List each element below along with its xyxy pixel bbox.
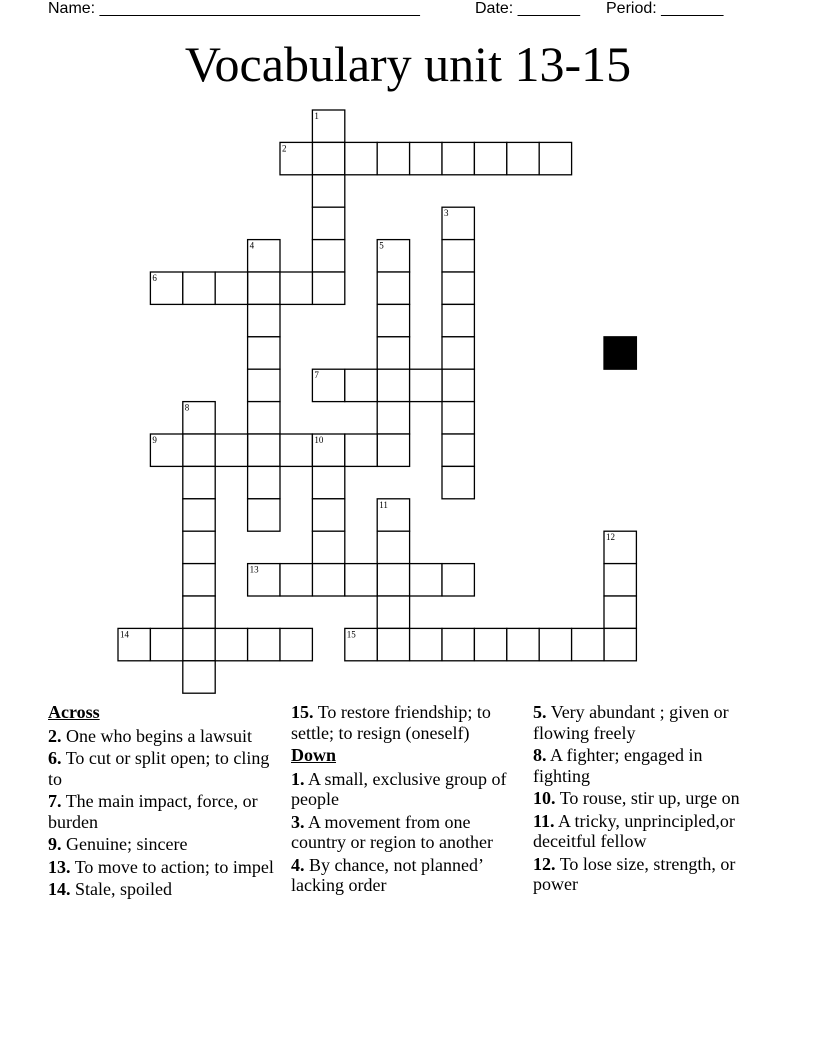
clue-number-label: 3 — [444, 208, 449, 219]
clue-number: 13. — [48, 856, 71, 877]
clue-down-1 — [291, 769, 527, 810]
clue-text: A small, exclusive group of people — [291, 768, 507, 809]
grid-cell[interactable] — [474, 142, 506, 174]
clue-down-4 — [291, 855, 527, 896]
clue-number-label: 1 — [314, 111, 319, 121]
down-heading: Down — [291, 745, 337, 765]
clue-across-7 — [48, 791, 276, 832]
grid-cell[interactable] — [377, 337, 409, 369]
grid-cell[interactable] — [442, 304, 474, 336]
grid-cell[interactable] — [280, 272, 312, 304]
clue-number: 10. — [533, 788, 556, 808]
grid-cell[interactable] — [345, 142, 377, 174]
grid-cell[interactable] — [377, 142, 409, 174]
clue-number-label: 12 — [606, 532, 615, 543]
clue-number: 11. — [533, 810, 555, 831]
grid-cell[interactable] — [442, 564, 474, 596]
grid-cell[interactable] — [377, 531, 409, 563]
grid-cell[interactable] — [183, 466, 215, 498]
page-title: Vocabulary unit 13-15 — [184, 36, 632, 92]
clue-across-14 — [48, 879, 276, 900]
grid-cell[interactable] — [572, 628, 604, 660]
grid-cell[interactable] — [312, 531, 344, 563]
clue-text: Stale, spoiled — [75, 879, 172, 899]
grid-cell[interactable] — [604, 628, 636, 660]
clue-number: 12. — [533, 853, 556, 874]
grid-cell[interactable] — [507, 142, 539, 174]
clue-column-2 — [291, 702, 527, 898]
clue-across-9 — [48, 834, 276, 855]
grid-cell[interactable] — [248, 304, 280, 336]
grid-cell[interactable] — [312, 240, 344, 272]
grid-cell[interactable] — [312, 466, 344, 498]
grid-cell[interactable] — [183, 596, 215, 628]
grid-cell[interactable] — [312, 272, 344, 304]
clue-number: 15. — [291, 702, 314, 722]
clue-across-2 — [48, 726, 276, 747]
grid-cell[interactable] — [345, 369, 377, 401]
clue-text: To lose size, strength, or power — [533, 853, 736, 894]
clue-down-3 — [291, 812, 527, 853]
grid-cell[interactable] — [604, 596, 636, 628]
grid-cell[interactable] — [474, 628, 506, 660]
grid-cell[interactable] — [410, 564, 442, 596]
grid-cell[interactable] — [410, 142, 442, 174]
grid-cell[interactable] — [215, 272, 247, 304]
grid-cell[interactable] — [183, 434, 215, 466]
grid-cell[interactable] — [345, 434, 377, 466]
clue-number-label: 4 — [249, 240, 255, 251]
clue-number-label: 11 — [379, 499, 388, 510]
grid-cell[interactable] — [183, 628, 215, 660]
clue-number-label: 7 — [314, 370, 319, 381]
date-field-label[interactable]: Date: _______ — [475, 0, 580, 17]
clue-down-10 — [533, 788, 763, 809]
grid-cell[interactable] — [150, 628, 182, 660]
grid-cell[interactable] — [377, 369, 409, 401]
grid-cell[interactable] — [280, 628, 312, 660]
clue-number: 9. — [48, 834, 62, 854]
grid-cell[interactable] — [183, 531, 215, 563]
clue-number-label: 9 — [152, 435, 157, 445]
grid-cell[interactable] — [442, 272, 474, 304]
grid-cell[interactable] — [248, 272, 280, 304]
clue-number: 8. — [533, 745, 547, 765]
clue-down-8 — [533, 745, 763, 786]
grid-cell[interactable] — [183, 564, 215, 596]
clue-text: A tricky, unprincipled,or deceitful fellow — [533, 810, 735, 851]
clue-number-label: 2 — [282, 143, 287, 154]
grid-cell[interactable] — [312, 207, 344, 239]
grid-cell[interactable] — [442, 402, 474, 434]
grid-cell[interactable] — [442, 466, 474, 498]
clue-number: 2. — [48, 725, 62, 746]
grid-cell[interactable] — [280, 434, 312, 466]
grid-cell[interactable] — [377, 272, 409, 304]
grid-cell[interactable] — [248, 369, 280, 401]
grid-cell[interactable] — [507, 628, 539, 660]
clue-text: The main impact, force, or burden — [48, 791, 258, 832]
clue-number-label: 6 — [152, 273, 157, 283]
grid-cell[interactable] — [312, 142, 344, 174]
grid-cell[interactable] — [377, 434, 409, 466]
grid-cell[interactable] — [377, 628, 409, 660]
across-heading: Across — [48, 702, 100, 722]
clue-number: 5. — [533, 702, 547, 722]
clue-text: To move to action; to impel — [74, 856, 274, 877]
grid-cell[interactable] — [442, 240, 474, 272]
grid-cell[interactable] — [248, 499, 280, 531]
grid-cell[interactable] — [280, 564, 312, 596]
clue-text: To rouse, stir up, urge on — [559, 788, 740, 808]
clue-number: 3. — [291, 811, 305, 832]
clue-number-label: 5 — [379, 240, 384, 251]
grid-cell[interactable] — [248, 466, 280, 498]
grid-cell[interactable] — [539, 142, 571, 174]
clue-across-13 — [48, 857, 276, 878]
grid-cell[interactable] — [377, 564, 409, 596]
clue-column-3 — [533, 702, 763, 897]
grid-cell[interactable] — [183, 661, 215, 693]
clue-across-15 — [291, 702, 527, 743]
grid-cell[interactable] — [377, 402, 409, 434]
grid-cell[interactable] — [248, 434, 280, 466]
grid-cell[interactable] — [248, 402, 280, 434]
clue-number-label: 13 — [249, 564, 259, 575]
grid-cell[interactable] — [377, 596, 409, 628]
grid-cell[interactable] — [215, 434, 247, 466]
grid-cell[interactable] — [442, 142, 474, 174]
grid-cell[interactable] — [312, 499, 344, 531]
grid-cell[interactable] — [604, 564, 636, 596]
grid-cell[interactable] — [345, 564, 377, 596]
grid-cell[interactable] — [312, 175, 344, 207]
clue-across-6 — [48, 748, 276, 789]
period-field-label[interactable]: Period: _______ — [606, 0, 724, 17]
grid-cell[interactable] — [442, 434, 474, 466]
clue-number: 7. — [48, 791, 62, 811]
clue-down-11 — [533, 811, 763, 852]
clue-number-label: 8 — [184, 402, 190, 413]
grid-cell[interactable] — [215, 628, 247, 660]
grid-cell[interactable] — [539, 628, 571, 660]
grid-cell[interactable] — [410, 369, 442, 401]
clue-down-12 — [533, 854, 763, 895]
clue-number: 1. — [291, 768, 305, 789]
clue-down-5 — [533, 702, 763, 743]
black-cell — [604, 337, 636, 369]
clue-number: 6. — [48, 748, 62, 768]
clue-text: By chance, not planned’ lacking order — [291, 854, 483, 895]
clue-text: To restore friendship; to settle; to resign (oneself) — [291, 702, 491, 743]
grid-cell[interactable] — [248, 337, 280, 369]
clue-text: A fighter; engaged in fighting — [533, 745, 703, 786]
grid-cell[interactable] — [442, 337, 474, 369]
grid-cell[interactable] — [183, 272, 215, 304]
clue-number-label: 14 — [120, 629, 129, 640]
clue-number-label: 15 — [346, 629, 356, 640]
clue-text: Genuine; sincere — [66, 834, 188, 854]
clue-number: 14. — [48, 879, 71, 899]
grid-cell[interactable] — [248, 628, 280, 660]
grid-cell[interactable] — [183, 499, 215, 531]
clue-text: One who begins a lawsuit — [66, 725, 252, 746]
clue-text: A movement from one country or region to another — [291, 811, 493, 852]
name-field-label[interactable]: Name: ____________________________________ — [48, 0, 420, 17]
grid-cell[interactable] — [442, 628, 474, 660]
grid-cell[interactable] — [377, 304, 409, 336]
clue-number: 4. — [291, 854, 305, 875]
clue-text: To cut or split open; to cling to — [48, 748, 270, 789]
grid-cell[interactable] — [312, 564, 344, 596]
grid-cell[interactable] — [442, 369, 474, 401]
grid-cell[interactable] — [410, 628, 442, 660]
clue-column-1 — [48, 702, 276, 902]
clue-number-label: 10 — [314, 435, 324, 445]
clue-text: Very abundant ; given or flowing freely — [533, 702, 729, 743]
